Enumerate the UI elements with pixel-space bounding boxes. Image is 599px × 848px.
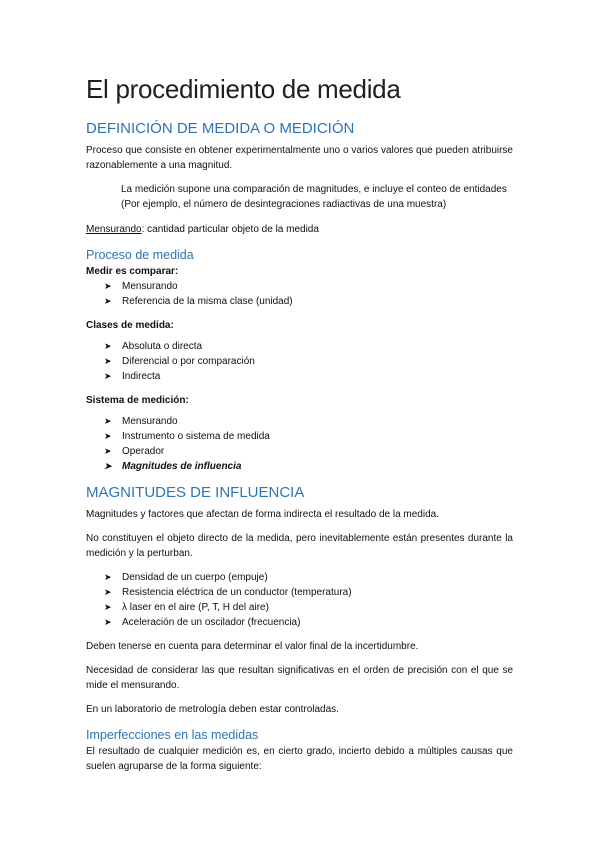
page-title: El procedimiento de medida xyxy=(86,74,401,104)
arrow-bullet-icon: ➤ xyxy=(104,587,112,597)
list-item: ➤ Magnitudes de influencia xyxy=(104,461,242,472)
subheading-imperfecciones: Imperfecciones en las medidas xyxy=(86,728,259,742)
label-medir: Medir es comparar: xyxy=(86,266,179,277)
magnitudes-paragraph-4: Necesidad de considerar las que resultan significativas en el orden de precisión con el que se mide el mensurando. xyxy=(86,665,513,691)
arrow-bullet-icon: ➤ xyxy=(104,602,112,612)
arrow-bullet-icon: ➤ xyxy=(104,461,112,471)
section-heading-magnitudes: MAGNITUDES DE INFLUENCIA xyxy=(86,484,305,501)
list-item: ➤ Mensurando xyxy=(104,281,178,292)
list-item: ➤ λ laser en el aire (P, T, H del aire) xyxy=(104,602,269,613)
list-medir xyxy=(86,279,513,309)
arrow-bullet-icon: ➤ xyxy=(104,341,112,351)
list-item: ➤ Indirecta xyxy=(104,371,161,382)
list-item: ➤ Operador xyxy=(104,446,165,457)
arrow-bullet-icon: ➤ xyxy=(104,371,112,381)
definition-paragraph: Proceso que consiste en obtener experimentalmente uno o varios valores que pueden atribuirse razonablemente a una magnitud. xyxy=(86,145,513,171)
arrow-bullet-icon: ➤ xyxy=(104,431,112,441)
magnitudes-paragraph-1: Magnitudes y factores que afectan de forma indirecta el resultado de la medida. xyxy=(86,509,439,520)
list-sistema xyxy=(86,414,513,474)
mensurando-definition xyxy=(86,222,513,237)
list-magnitudes xyxy=(86,570,513,630)
section-heading-definicion: DEFINICIÓN DE MEDIDA O MEDICIÓN xyxy=(86,120,355,137)
arrow-bullet-icon: ➤ xyxy=(104,617,112,627)
label-sistema: Sistema de medición: xyxy=(86,395,189,406)
list-item: ➤ Referencia de la misma clase (unidad) xyxy=(104,296,293,307)
arrow-bullet-icon: ➤ xyxy=(104,416,112,426)
label-clases: Clases de medida: xyxy=(86,320,174,331)
imperfecciones-paragraph: El resultado de cualquier medición es, en cierto grado, incierto debido a múltiples causas que suelen agruparse de la forma siguiente: xyxy=(86,746,513,772)
list-item: ➤ Diferencial o por comparación xyxy=(104,356,255,367)
arrow-bullet-icon: ➤ xyxy=(104,281,112,291)
list-item: ➤ Mensurando xyxy=(104,416,178,427)
arrow-bullet-icon: ➤ xyxy=(104,446,112,456)
mensurando-text: : cantidad particular objeto de la medida xyxy=(141,224,319,235)
list-item: ➤ Aceleración de un oscilador (frecuencia) xyxy=(104,617,301,628)
arrow-bullet-icon: ➤ xyxy=(104,296,112,306)
magnitudes-paragraph-2: No constituyen el objeto directo de la medida, pero inevitablemente están presentes durante la medición y la perturban. xyxy=(86,533,513,559)
magnitudes-paragraph-5: En un laboratorio de metrología deben estar controladas. xyxy=(86,704,339,715)
list-item: ➤ Densidad de un cuerpo (empuje) xyxy=(104,572,268,583)
list-item: ➤ Instrumento o sistema de medida xyxy=(104,431,270,442)
arrow-bullet-icon: ➤ xyxy=(104,572,112,582)
list-clases xyxy=(86,339,513,384)
mensurando-term: Mensurando xyxy=(86,224,142,235)
magnitudes-paragraph-3: Deben tenerse en cuenta para determinar el valor final de la incertidumbre. xyxy=(86,641,419,652)
subheading-proceso: Proceso de medida xyxy=(86,248,194,262)
arrow-bullet-icon: ➤ xyxy=(104,356,112,366)
list-item: ➤ Resistencia eléctrica de un conductor (temperatura) xyxy=(104,587,352,598)
list-item: ➤ Absoluta o directa xyxy=(104,341,203,352)
definition-quote: La medición supone una comparación de magnitudes, e incluye el conteo de entidades (Por ejemplo, el número de desintegraciones radiactivas de una muestra) xyxy=(121,184,507,210)
